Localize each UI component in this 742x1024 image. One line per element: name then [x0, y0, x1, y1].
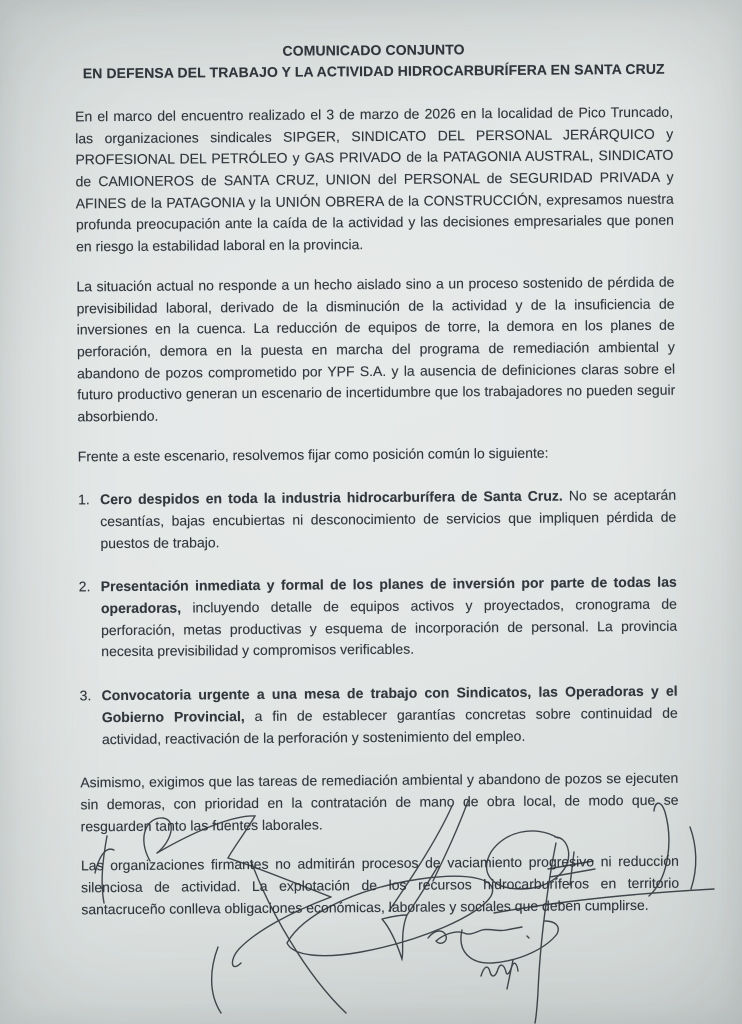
item-rest: incluyendo detalle de equipos activos y proyectados, cronograma de perforación, metas productivas y esquema de incorporación de personal. La provincia necesita previsibilidad y compromisos verificables.	[101, 595, 678, 660]
title-line-2: EN DEFENSA DEL TRABAJO Y LA ACTIVIDAD HIDROCARBURÍFERA EN SANTA CRUZ	[82, 60, 665, 82]
item-number: 2.	[78, 578, 91, 595]
paragraph-remediation: Asimismo, exigimos que las tareas de remediación ambiental y abandono de pozos se ejecuten sin demoras, con prioridad en la contratación de mano de obra local, de modo que se resguarden tanto las fuentes laborales.	[80, 769, 679, 834]
resolution-item-1	[78, 485, 676, 555]
paragraph-resolution-intro: Frente a este escenario, resolvemos fijar como posición común lo siguiente:	[77, 444, 549, 464]
paragraph-closing: Las organizaciones firmantes no admitirán procesos de vaciamiento progresivo ni reducción silenciosa de actividad. La explotación de los recursos hidrocarburíferos en territorio santacruceño conlleva obligaciones económicas, laborales y sociales que deben cumplirse.	[80, 852, 680, 917]
resolution-list	[78, 485, 678, 751]
resolution-item-2	[79, 572, 678, 663]
title-line-1: COMUNICADO CONJUNTO	[282, 41, 465, 59]
item-text	[102, 681, 678, 751]
item-number: 1.	[78, 491, 90, 508]
item-text	[101, 572, 678, 663]
resolution-item-3	[80, 681, 678, 751]
paragraph-situation: La situación actual no responde a un hecho aislado sino a un proceso sostenido de pérdida de previsibilidad laboral, derivado de la disminución de la actividad y de la insuficiencia de inversiones en la cuenca. La reducción de equipos de torre, la demora en los planes de perforación, demora en la puesta en marcha del programa de remediación ambiental y abandono de pozos comprometido por YPF S.A. y la ausencia de definiciones claras sobre el futuro productivo generan un escenario de incertidumbre que los trabajadores no pueden seguir absorbiendo.	[76, 273, 676, 425]
item-text	[100, 485, 676, 555]
item-rest: a fin de establecer garantías concretas sobre continuidad de actividad, reactivación de la perforación y sostenimiento del empleo.	[101, 704, 678, 747]
item-rest: No se aceptarán cesantías, bajas encubiertas ni desconocimiento de servicios que impliquen pérdida de puestos de trabajo.	[100, 486, 677, 551]
item-bold-lead: Convocatoria urgente a una mesa de trabajo con Sindicatos, las Operadoras y el Gobierno Provincial,	[101, 682, 678, 725]
item-bold-lead: Presentación inmediata y formal de los planes de inversión por parte de todas las operadoras,	[100, 574, 677, 617]
item-number: 3.	[79, 687, 92, 704]
document-title	[74, 38, 672, 85]
item-bold-lead: Cero despidos en toda la industria hidrocarburífera de Santa Cruz.	[100, 487, 563, 508]
document-body	[74, 38, 679, 939]
paragraph-context: En el marco del encuentro realizado el 3 de marzo de 2026 en la localidad de Pico Truncado, las organizaciones sindicales SIPGER, SINDICATO DEL PERSONAL JERÁRQUICO y PROFESIONAL DEL PETRÓLEO y GAS PRIVADO de la PATAGONIA AUSTRAL, SINDICATO de CAMIONEROS de SANTA CRUZ, UNION del PERSONAL de SEGURIDAD PRIVADA y AFINES de la PATAGONIA y la UNIÓN OBRERA de la CONSTRUCCIÓN, expresamos nuestra profunda preocupación ante la caída de la actividad y las decisiones empresariales que ponen en riesgo la estabilidad laboral en la provincia.	[75, 103, 674, 255]
